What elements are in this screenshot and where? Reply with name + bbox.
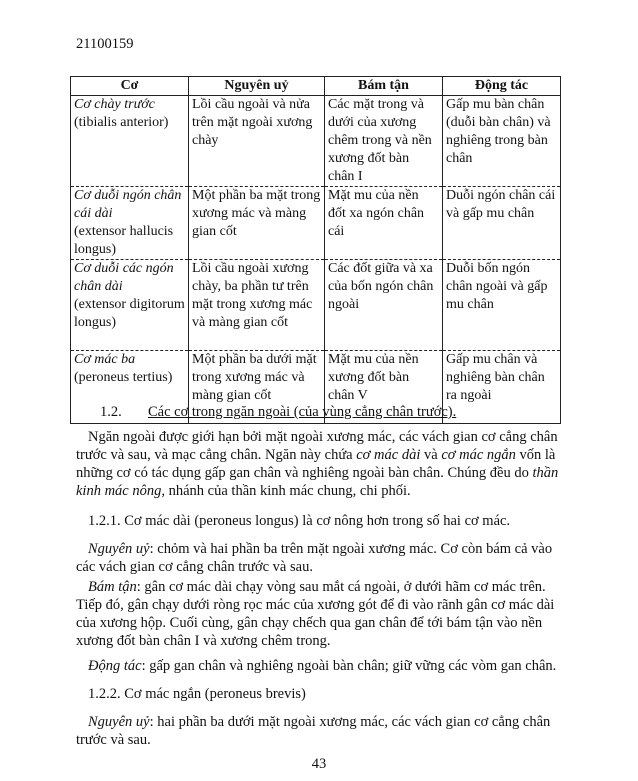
table-header-row: [71, 77, 561, 96]
origin-cell: Lồi cầu ngoài xương chày, ba phần tư trên mặt trong xương mác và màng gian cốt: [189, 260, 325, 351]
action-cell: Duỗi ngón chân cái và gấp mu chân: [443, 187, 561, 260]
muscle-latin: (extensor hallucis longus): [74, 224, 174, 257]
subsection-heading-1-2-2: 1.2.2. Cơ mác ngắn (peroneus brevis): [88, 686, 306, 702]
field-label: Bám tận: [88, 579, 137, 595]
origin-cell: Lồi cầu ngoài và nửa trên mặt ngoài xương chày: [189, 96, 325, 187]
muscle-latin: (extensor digitorum longus): [74, 297, 185, 330]
muscle-cell: [71, 187, 189, 260]
header-muscle: Cơ: [71, 77, 189, 96]
subsection-heading-1-2-1: 1.2.1. Cơ mác dài (peroneus longus) là cơ nông hơn trong số hai cơ mác.: [88, 513, 511, 529]
muscle-name: Cơ duỗi các ngón chân dài: [74, 261, 174, 294]
muscle-name: Cơ duỗi ngón chân cái dài: [74, 188, 182, 221]
emphasis-term: thần kinh mác nông,: [76, 465, 559, 499]
table-row: [71, 96, 561, 187]
insertion-cell: Mặt mu của nền đốt xa ngón chân cái: [325, 187, 443, 260]
page-number: 43: [311, 756, 327, 772]
document-id: 21100159: [76, 36, 134, 52]
emphasis-term: cơ mác ngắn: [441, 447, 516, 463]
section-title: Các cơ trong ngăn ngoài (của vùng cẳng chân trước).: [148, 404, 457, 420]
action-cell: Duỗi bốn ngón chân ngoài và gấp mu chân: [443, 260, 561, 351]
action-cell: Gấp mu chân và nghiêng bàn chân ra ngoài: [443, 351, 561, 424]
header-origin: Nguyên uỷ: [189, 77, 325, 96]
field-label: Nguyên uỷ: [88, 541, 150, 557]
muscle-table: [70, 76, 561, 424]
origin-paragraph-2: Nguyên uỷ: hai phần ba dưới mặt ngoài xương mác, các vách gian cơ cẳng chân trước và sau.: [76, 714, 551, 748]
field-label: Động tác: [88, 658, 142, 674]
table-row: [71, 187, 561, 260]
intro-paragraph: Ngăn ngoài được giới hạn bởi mặt ngoài xương mác, các vách gian cơ cẳng chân trước và sau, và mạc cẳng chân. Ngăn này chứa cơ mác dài và cơ mác ngắn vốn là những cơ có tác dụng gấp gan chân và nghiêng ngoài bàn chân. Chúng đều do thần kinh mác nông, nhánh của thần kinh mác chung, chi phối.: [76, 429, 559, 499]
muscle-latin: (tibialis anterior): [74, 115, 169, 130]
muscle-cell: [71, 96, 189, 187]
field-label: Nguyên uỷ: [88, 714, 150, 730]
muscle-name: Cơ mác ba: [74, 352, 136, 367]
origin-cell: Một phần ba dưới mặt trong xương mác và màng gian cốt: [189, 351, 325, 424]
muscle-cell: [71, 260, 189, 351]
origin-cell: Một phần ba mặt trong xương mác và màng gian cốt: [189, 187, 325, 260]
insertion-paragraph: Bám tận: gân cơ mác dài chạy vòng sau mắt cá ngoài, ở dưới hãm cơ mác trên. Tiếp đó, gân chạy dưới ròng rọc mác của xương gót để đi vào rãnh gân cơ mác dài của xương hộp. Cuối cùng, gân chạy chếch qua gan chân để tới bám tận vào nền xương đốt bàn chân I và xương chêm trong.: [76, 579, 555, 649]
section-number: 1.2.: [100, 404, 122, 420]
header-action: Động tác: [443, 77, 561, 96]
muscle-latin: (peroneus tertius): [74, 370, 173, 385]
insertion-cell: Mặt mu của nền xương đốt bàn chân V: [325, 351, 443, 424]
section-heading: [100, 404, 456, 421]
emphasis-term: cơ mác dài: [356, 447, 421, 463]
action-cell: Gấp mu bàn chân (duỗi bàn chân) và nghiêng trong bàn chân: [443, 96, 561, 187]
header-insertion: Bám tận: [325, 77, 443, 96]
origin-paragraph: Nguyên uỷ: chỏm và hai phần ba trên mặt ngoài xương mác. Cơ còn bám cả vào các vách gian cơ cẳng chân trước và sau.: [76, 541, 553, 575]
muscle-name: Cơ chày trước: [74, 97, 155, 112]
insertion-cell: Các đốt giữa và xa của bốn ngón chân ngoài: [325, 260, 443, 351]
table-row: [71, 260, 561, 351]
insertion-cell: Các mặt trong và dưới của xương chêm trong và nền xương đốt bàn chân I: [325, 96, 443, 187]
action-paragraph: Động tác: gấp gan chân và nghiêng ngoài bàn chân; giữ vững các vòm gan chân.: [88, 658, 557, 674]
